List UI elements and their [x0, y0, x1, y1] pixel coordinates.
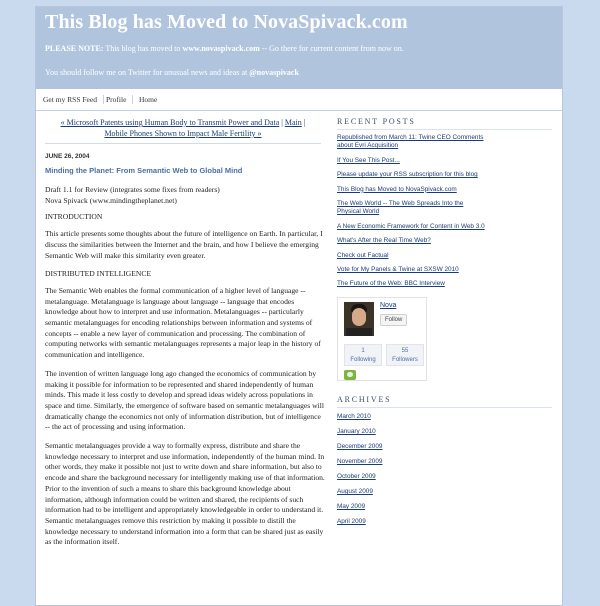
recent-post-link[interactable]: Please update your RSS subscription for this blog: [337, 171, 478, 179]
nav-home[interactable]: Home: [139, 95, 158, 104]
chat-bubble-icon[interactable]: [344, 370, 356, 380]
twitter-widget: [337, 297, 427, 381]
recent-post-link[interactable]: A New Economic Framework for Content in Web 3.0: [337, 222, 485, 230]
archives-section: [337, 395, 552, 526]
nav-separator: |: [301, 118, 306, 127]
post-body: [45, 185, 325, 548]
post-paragraph: The invention of written language long ago changed the economics of communication by making it possible for information to be represented and shared independently of human minds. This made it less costly to develop and spread ideas widely across populations in space and time. Similarly, the emergence of software based on semantic metalanguages will dramatically change the economics not only of information distribution, but of intelligence -- the act of processing and using information.: [45, 368, 324, 432]
notice-suffix: -- Go there for current content from now on.: [259, 44, 404, 53]
nav-bar: [36, 89, 562, 111]
post-date: JUNE 26, 2004: [45, 153, 90, 160]
following-label: Following: [350, 356, 376, 363]
twitter-notice: [45, 68, 299, 77]
nav-rss-feed[interactable]: Get my RSS Feed: [43, 95, 104, 104]
recent-posts-heading: RECENT POSTS: [337, 117, 552, 130]
avatar[interactable]: [344, 302, 374, 336]
avatar-shirt: [346, 328, 372, 336]
recent-post-link[interactable]: What's After the Real Time Web?: [337, 237, 431, 245]
archive-link[interactable]: March 2010: [337, 412, 371, 420]
archive-link[interactable]: January 2010: [337, 427, 376, 435]
nav-separator: |: [279, 118, 285, 127]
recent-post-link[interactable]: Republished from March 11: Twine CEO Comments about Evri Acquisition: [337, 134, 484, 150]
prev-post-link[interactable]: « Microsoft Patents using Human Body to Transmit Power and Data: [60, 118, 280, 127]
archives-heading: ARCHIVES: [337, 395, 552, 408]
twitter-handle-link[interactable]: @novaspivack: [249, 68, 299, 77]
blog-title[interactable]: This Blog has Moved to NovaSpivack.com: [45, 11, 408, 33]
widget-user-name[interactable]: Nova: [380, 301, 397, 309]
archive-link[interactable]: August 2009: [337, 487, 373, 495]
twitter-text: You should follow me on Twitter for unusual news and ideas at: [45, 68, 250, 77]
following-stat[interactable]: [344, 344, 382, 366]
archive-link[interactable]: December 2009: [337, 442, 383, 450]
next-post-link[interactable]: Mobile Phones Shown to Impact Male Fertility »: [104, 129, 262, 138]
recent-post-link[interactable]: This Blog has Moved to NovaSpivack.com: [337, 185, 457, 193]
post-paragraph: Draft 1.1 for Review (integrates some fixes from readers) Nova Spivack (www.mindingtheplanet.net): [45, 185, 220, 205]
followers-label: Followers: [392, 356, 418, 363]
notice-text: This blog has moved to: [103, 44, 183, 53]
page-container: [35, 6, 563, 606]
post-paragraph: This article presents some thoughts about the future of intelligence on Earth. In particular, I discuss the similarities between the Internet and the brain, and how I believe the emerging Semantic Web will make this similarity even greater.: [45, 229, 323, 260]
archive-link[interactable]: October 2009: [337, 472, 376, 480]
post-paragraph: Semantic metalanguages provide a way to formally express, distribute and share the knowledge necessary to interpret and use information, independently of the human mind. In other words, they make it possible not just to write down and share information, but also to encode and share the background necessary for intelligently making use of that information. Prior to the invention of such a means to share this background knowledge about information, although information could be written and shared, the recipients of such information had to be intelligent and appropriately knowledgeable in order to understand it. Semantic metalanguages remove this restriction by making it possible to distill the knowledge necessary to understand information into a form that can be shared just as easily as the information itself.: [45, 441, 325, 547]
archive-link[interactable]: May 2009: [337, 502, 366, 510]
post-paragraph: INTRODUCTION: [45, 212, 103, 222]
notice-label: PLEASE NOTE:: [45, 44, 104, 53]
followers-count: 55: [401, 347, 409, 354]
followers-stat[interactable]: [386, 344, 424, 366]
recent-post-link[interactable]: The Web World -- The Web Spreads Into the Physical World: [337, 200, 464, 216]
recent-post-link[interactable]: If You See This Post...: [337, 156, 400, 164]
archive-link[interactable]: November 2009: [337, 457, 383, 465]
recent-posts-list: [337, 134, 552, 289]
post-paragraph: The Semantic Web enables the formal communication of a higher level of language -- metalanguage. Metalanguage is language about language -- language that encodes knowledge about how to interpret and use information. Metalanguages -- particularly semantic metalanguages for encoding relationships between information and systems of concepts -- enable a new layer of communication and processing. The combination of computing networks with semantic metalanguages represents a major leap in the history of communication and intelligence.: [45, 285, 321, 360]
recent-post-link[interactable]: The Future of the Web: BBC Interview: [337, 280, 445, 288]
archive-link[interactable]: April 2009: [337, 517, 366, 525]
moved-notice: [45, 43, 404, 54]
widget-follow-button[interactable]: Follow: [380, 314, 407, 326]
following-count: 1: [361, 347, 365, 354]
header-banner: [36, 7, 562, 89]
notice-site-link[interactable]: www.novaspivack.com: [182, 44, 260, 53]
post-title[interactable]: Minding the Planet: From Semantic Web to Global Mind: [45, 166, 243, 175]
sidebar: [337, 117, 552, 533]
post-paragraph: DISTRIBUTED INTELLIGENCE: [45, 269, 152, 279]
recent-post-link[interactable]: Vote for My Panels & Twine at SXSW 2010: [337, 266, 459, 274]
post-navigation: [45, 117, 321, 144]
main-content: [45, 117, 325, 556]
recent-post-link[interactable]: Check out Factual: [337, 251, 389, 259]
nav-profile[interactable]: Profile: [106, 95, 133, 104]
main-link[interactable]: Main: [284, 118, 302, 127]
avatar-face: [352, 308, 366, 326]
